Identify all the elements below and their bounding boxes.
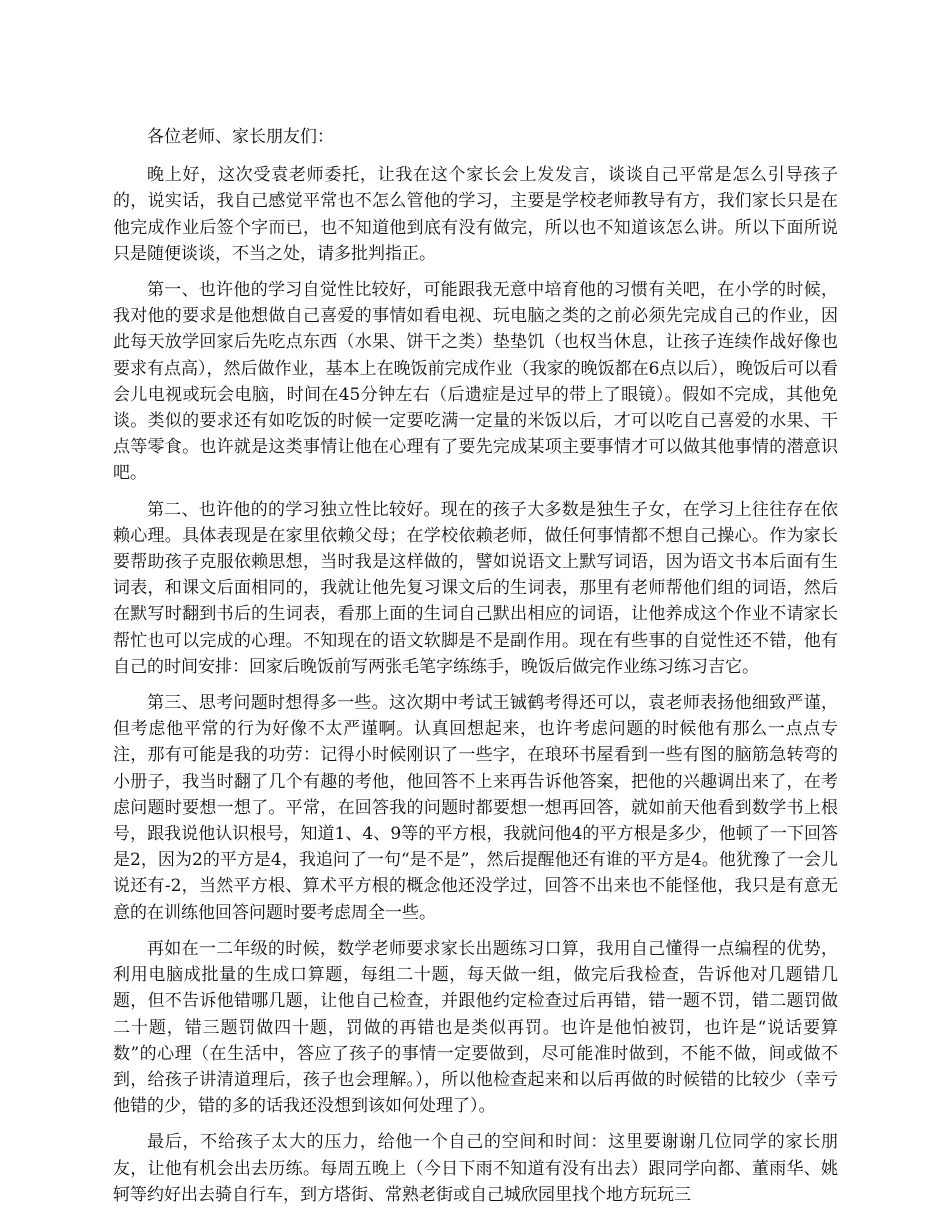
paragraph-finally: 最后，不给孩子太大的压力，给他一个自己的空间和时间：这里要谢谢几位同学的家长朋友，让他有机会出去历练。每周五晚上（今日下雨不知道有没有出去）跟同学向都、董雨华、姚轲等约好出去骑自行车，到方塔街、常熟老街或自己城欣园里找个地方玩玩三 xyxy=(113,1132,838,1205)
paragraph-math-example: 再如在一二年级的时候，数学老师要求家长出题练习口算，我用自己懂得一点编程的优势，利用电脑成批量的生成口算题，每组二十题，每天做一组，做完后我检查，告诉他对几题错几题，但不告诉他错哪几题，让他自己检查，并跟他约定检查过后再错，错一题不罚，错二题罚做二十题，错三题罚做四十题，罚做的再错也是类似再罚。也许是他怕被罚，也许是“说话要算数”的心理（在生活中，答应了孩子的事情一定要做到，尽可能准时做到，不能不做，间或做不到，给孩子讲清道理后，孩子也会理解。），所以他检查起来和以后再做的时候错的比较少（幸亏他错的少，错的多的话我还没想到该如何处理了）。 xyxy=(113,938,838,1117)
paragraph-third-point: 第三、思考问题时想得多一些。这次期中考试王铖鹤考得还可以，袁老师表扬他细致严谨，但考虑他平常的行为好像不太严谨啊。认真回想起来，也许考虑问题的时候他有那么一点点专注，那有可能是我的功劳：记得小时候刚识了一些字，在琅环书屋看到一些有图的脑筋急转弯的小册子，我当时翻了几个有趣的考他，他回答不上来再告诉他答案，把他的兴趣调出来了，在考虑问题时要想一想了。平常，在回答我的问题时都要想一想再回答，就如前天他看到数学书上根号，跟我说他认识根号，知道1、4、9等的平方根，我就问他4的平方根是多少，他顿了一下回答是2，因为2的平方是4，我追问了一句“是不是”，然后提醒他还有谁的平方是4。他犹豫了一会儿说还有-2，当然平方根、算术平方根的概念他还没学过，回答不出来也不能怪他，我只是有意无意的在训练他回答问题时要考虑周全一些。 xyxy=(113,693,838,923)
paragraph-first-point: 第一、也许他的学习自觉性比较好，可能跟我无意中培育他的习惯有关吧，在小学的时候，我对他的要求是他想做自己喜爱的事情如看电视、玩电脑之类的之前必须先完成自己的作业，因此每天放学回家后先吃点东西（水果、饼干之类）垫垫饥（也权当休息，让孩子连续作战好像也要求有点高），然后做作业，基本上在晚饭前完成作业（我家的晚饭都在6点以后），晚饭后可以看会儿电视或玩会电脑，时间在45分钟左右（后遗症是过早的带上了眼镜）。假如不完成，其他免谈。类似的要求还有如吃饭的时候一定要吃满一定量的米饭以后，才可以吃自己喜爱的水果、干点等零食。也许就是这类事情让他在心理有了要先完成某项主要事情才可以做其他事情的潜意识吧。 xyxy=(113,280,838,484)
greeting: 各位老师、家长朋友们： xyxy=(147,127,334,147)
paragraph-second-point: 第二、也许他的的学习独立性比较好。现在的孩子大多数是独生子女，在学习上往往存在依赖心理。具体表现是在家里依赖父母；在学校依赖老师，做任何事情都不想自己操心。作为家长要帮助孩子克服依赖思想，当时我是这样做的，譬如说语文上默写词语，因为语文书本后面有生词表，和课文后面相同的，我就让他先复习课文后的生词表，那里有老师帮他们组的词语，然后在默写时翻到书后的生词表，看那上面的生词自己默出相应的词语，让他养成这个作业不请家长帮忙也可以完成的心理。不知现在的语文软脚是不是副作用。现在有些事的自觉性还不错，他有自己的时间安排：回家后晚饭前写两张毛笔字练练手，晚饭后做完作业练习练习吉它。 xyxy=(113,499,838,677)
paragraph-opening: 晚上好，这次受袁老师委托，让我在这个家长会上发发言，谈谈自己平常是怎么引导孩子的，说实话，我自己感觉平常也不怎么管他的学习，主要是学校老师教导有方，我们家长只是在他完成作业后签个字而已，也不知道他到底有没有做完，所以也不知道该怎么讲。所以下面所说只是随便谈谈，不当之处，请多批判指正。 xyxy=(113,165,838,264)
